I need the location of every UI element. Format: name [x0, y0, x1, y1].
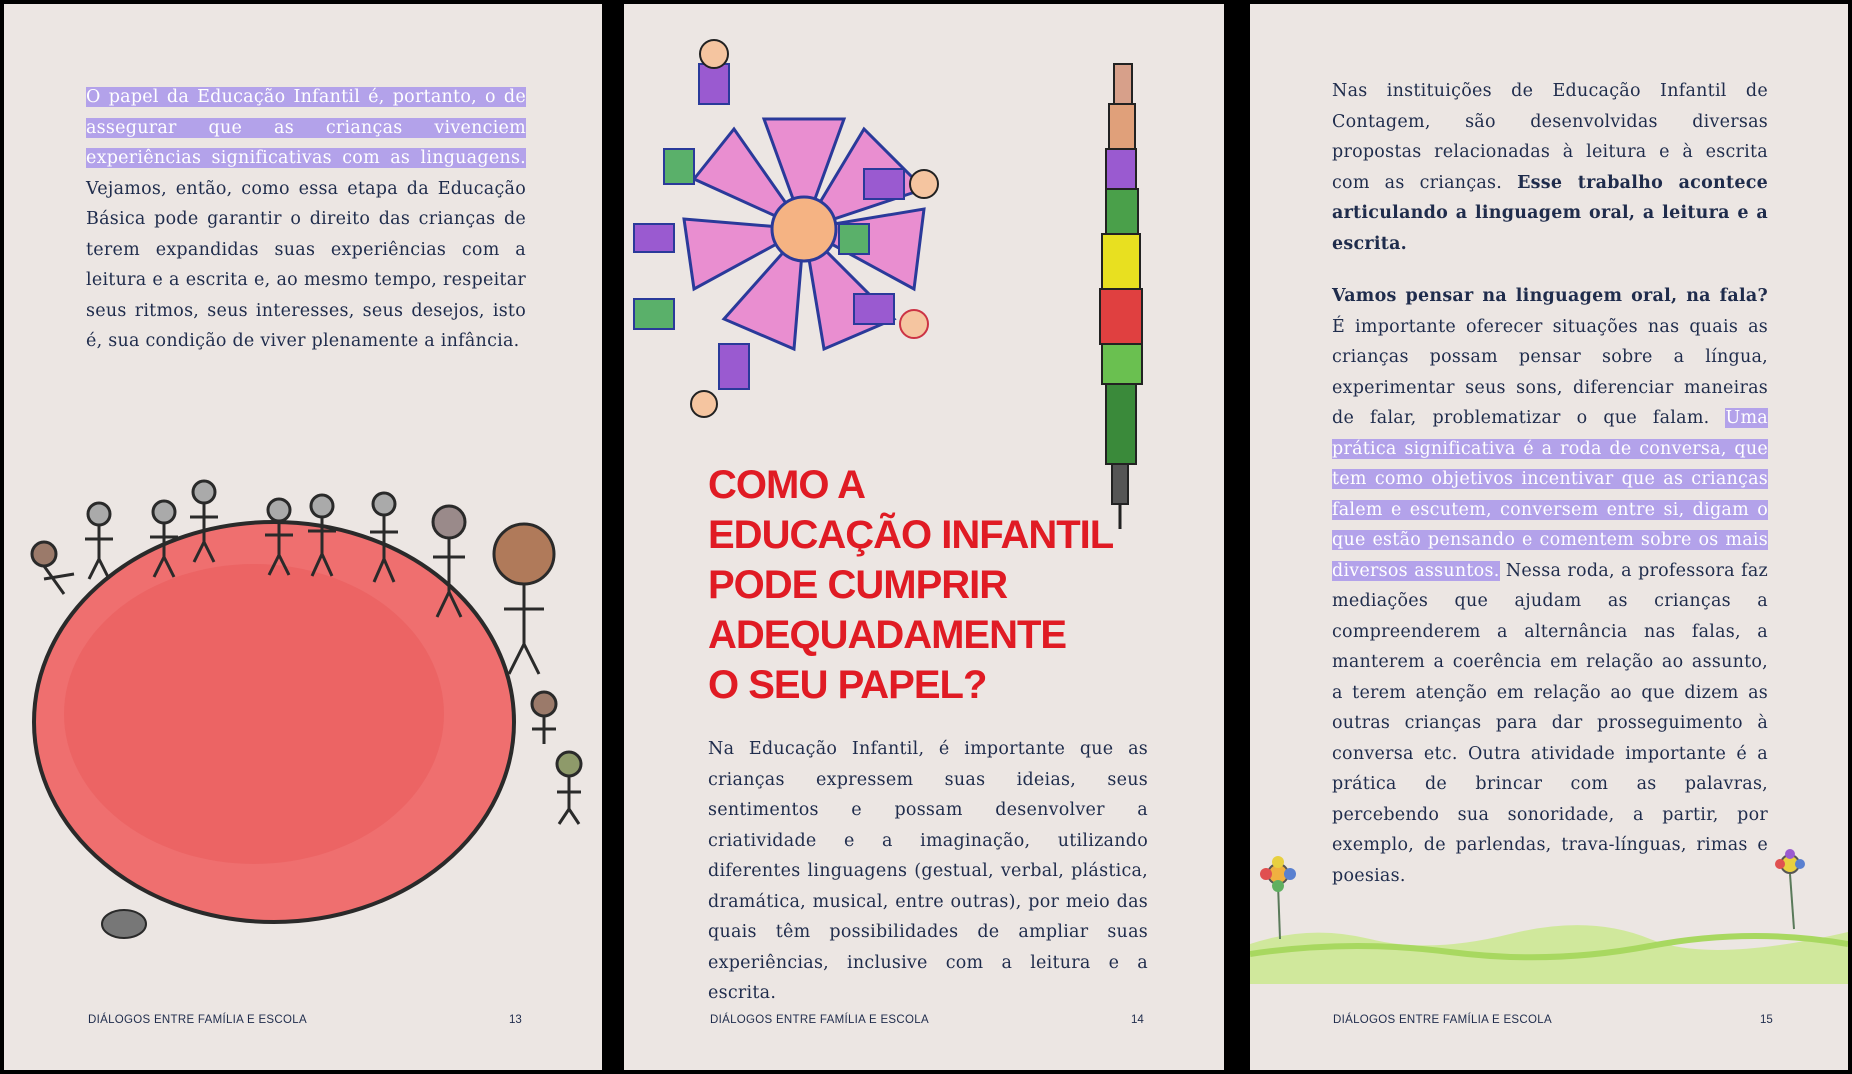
page-14-number: 14	[1131, 1014, 1144, 1026]
page-14-body-text: Na Educação Infantil, é importante que as crianças expressem suas ideias, seus sentimentos e possam desenvolver a criatividade e a imaginação, utilizando diferentes linguagens (gestual, verbal, plástica, dramática, musical, entre outras), por meio das quais têm possibilidades de ampliar suas experiências, inclusive com a leitura e a escrita.	[708, 739, 1148, 1003]
page-13-number: 13	[509, 1014, 522, 1026]
page-15-highlighted-text: Uma prática significativa é a roda de conversa, que tem como objetivos incentivar que as crianças falem e escutem, conversem entre si, digam o que estão pensando e comentem sobre os mais diversos assuntos.	[1332, 408, 1768, 581]
page-15-paragraph-1	[1332, 76, 1768, 259]
page-15-body-text	[1332, 76, 1768, 891]
page-14	[624, 4, 1224, 1070]
page-13-body-text	[86, 82, 526, 357]
page-15-paragraph-2	[1332, 281, 1768, 891]
page-15-p1-bold: Esse trabalho acontece articulando a linguagem oral, a leitura e a escrita.	[1332, 172, 1768, 254]
people-around-ball-illustration	[4, 474, 602, 974]
page-14-footer-label: DIÁLOGOS ENTRE FAMÍLIA E ESCOLA	[710, 1014, 929, 1026]
page-13-body-rest: Vejamos, então, como essa etapa da Educação Básica pode garantir o direito das crianças de terem expandidas suas experiências com a leitura e a escrita e, ao mesmo tempo, respeitar seus ritmos, seus interesses, seus desejos, isto é, sua condição de viver plenamente a infância.	[86, 178, 526, 351]
page-15-number: 15	[1760, 1014, 1773, 1026]
page-14-heading: COMO A EDUCAÇÃO INFANTIL PODE CUMPRIR ADEQUADAMENTE O SEU PAPEL?	[708, 463, 1114, 707]
page-15-p1-plain: Nas instituições de Educação Infantil de Contagem, são desenvolvidas diversas propostas relacionadas à leitura e à escrita com as crianças.	[1332, 81, 1768, 193]
page-15-p2-bold: Vamos pensar na linguagem oral, na fala?	[1332, 286, 1768, 306]
paragraph-gap	[1332, 259, 1768, 281]
page-15	[1250, 4, 1848, 1070]
children-circle-illustration	[624, 24, 994, 424]
page-13-footer-label: DIÁLOGOS ENTRE FAMÍLIA E ESCOLA	[88, 1014, 307, 1026]
page-15-p2-plain: É importante oferecer situações nas quais as crianças possam pensar sobre a língua, experimentar seus sons, diferenciar maneiras de falar, problematizar o que falam.	[1332, 316, 1768, 428]
page-15-p2-rest: Nessa roda, a professora faz mediações que ajudam as crianças a compreenderem a alternância nas falas, a manterem a coerência em relação ao assunto, a terem atenção em relação ao que dizem as outras crianças para dar prosseguimento à conversa etc. Outra atividade importante é a prática de brincar com as palavras, percebendo sua sonoridade, a partir, por exemplo, de parlendas, trava-línguas, rimas e poesias.	[1332, 560, 1768, 886]
page-13-highlighted-text: O papel da Educação Infantil é, portanto, o de assegurar que as crianças vivenciem experiências significativas com as linguagens.	[86, 87, 526, 168]
page-13	[4, 4, 602, 1070]
grass-flowers-illustration	[1250, 844, 1848, 984]
page-15-footer-label: DIÁLOGOS ENTRE FAMÍLIA E ESCOLA	[1333, 1014, 1552, 1026]
